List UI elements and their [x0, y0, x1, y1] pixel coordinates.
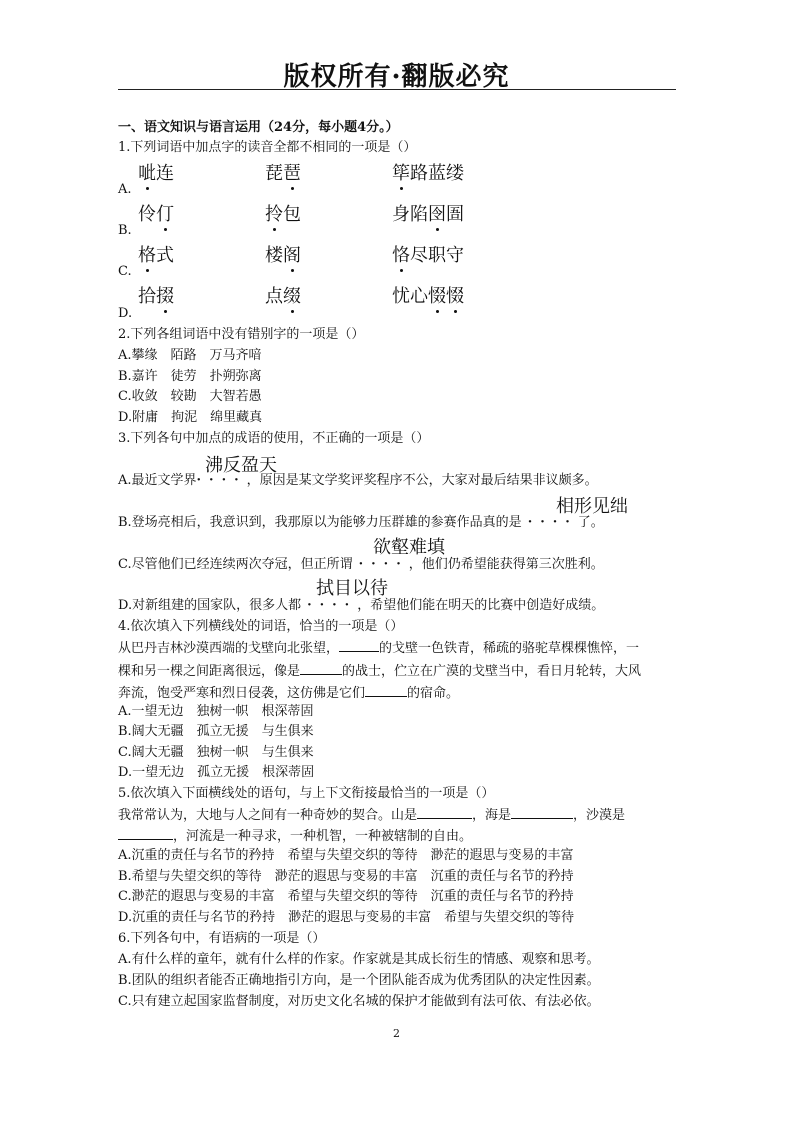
q1-option-a-label: A. — [118, 182, 132, 197]
q1-c-word-1: 格式 — [138, 245, 174, 266]
q1-b1-char: 仃 — [156, 204, 174, 225]
q1-c1-char: 格 — [138, 245, 156, 266]
q4-option-b: B.阔大无疆 孤立无援 与生俱来 — [118, 724, 314, 739]
q4-blank-1 — [339, 639, 379, 652]
q1-b-word-2: 拎包 — [265, 204, 301, 225]
q1-b3-char: 囹 — [428, 204, 446, 225]
q4-blank-2 — [300, 662, 342, 675]
q3-stem: 3.下列各句中加点的成语的使用，不正确的一项是（） — [118, 431, 430, 446]
q4-stem: 4.依次填入下列横线处的词语，恰当的一项是（） — [118, 619, 404, 634]
q1-d3a-char: 惙 — [428, 286, 446, 307]
q6-stem: 6.下列各句中，有语病的一项是（） — [118, 931, 326, 946]
q2-option-c: C.收敛 较勘 大智若愚 — [118, 389, 262, 404]
q5-option-c: C.渺茫的遐思与变易的丰富 希望与失望交织的等待 沉重的责任与名节的矜持 — [118, 889, 574, 904]
q1-option-c-label: C. — [118, 264, 132, 279]
q1-a2-char: 琶 — [283, 163, 301, 184]
q5-blank-2 — [511, 806, 573, 819]
q1-option-d-label: D. — [118, 306, 133, 321]
q5-blank-3 — [118, 827, 173, 840]
q1-c3-char: 恪 — [392, 245, 410, 266]
page-number: 2 — [393, 1027, 400, 1040]
q4-option-a: A.一望无边 独树一帜 根深蒂固 — [118, 704, 314, 719]
q3-idiom-d: 拭目以待 — [316, 578, 388, 599]
q5-passage-line-2: ，河流是一种寻求，一种机智，一种被辖制的自由。 — [118, 827, 472, 846]
q1-d-word-1: 拾掇 — [138, 286, 174, 307]
q3-idiom-b: 相形见绌 — [556, 496, 628, 517]
q5-option-d: D.沉重的责任与名节的矜持 渺茫的遐思与变易的丰富 希望与失望交织的等待 — [118, 910, 575, 925]
q6-option-b: B.团队的组织者能否正确地指引方向，是一个团队能否成为优秀团队的决定性因素。 — [118, 973, 600, 988]
q6-option-a: A.有什么样的童年，就有什么样的作家。作家就是其成长衍生的情感、观察和思考。 — [118, 952, 600, 967]
q1-d-word-2: 点缀 — [265, 286, 301, 307]
q4-passage-line-1: 从巴丹吉林沙漠西端的戈壁向北张望， 的戈壁一色铁青，稀疏的骆驼草棵棵憔悴，一 — [118, 641, 640, 656]
q1-d3b-char: 惙 — [446, 286, 464, 307]
q3-option-b: B.登场亮相后，我意识到，我那原以为能够力压群雄的参赛作品真的是 ····了。 — [118, 515, 604, 530]
q4-passage-line-2: 棵和另一棵之间距离很远，像是 的战士，伫立在广漠的戈壁当中，看日月轮转，大风 — [118, 664, 642, 679]
q5-blank-1 — [417, 806, 472, 819]
q3-idiom-c: 欲壑难填 — [373, 537, 445, 558]
q1-d2-char: 缀 — [283, 286, 301, 307]
q1-d-word-3: 忧心惙惙 — [392, 286, 464, 307]
q1-stem: 1.下列词语中加点字的读音全都不相同的一项是（） — [118, 140, 417, 155]
q1-c-word-3: 恪尽职守 — [392, 245, 464, 266]
q6-option-c: C.只有建立起国家监督制度，对历史文化名城的保护才能做到有法可依、有法必依。 — [118, 994, 600, 1009]
q2-option-d: D.附庸 拘泥 绵里藏真 — [118, 410, 263, 425]
q1-b-word-1: 伶仃 — [138, 204, 174, 225]
q3-idiom-a: 沸反盈天 — [205, 455, 277, 476]
q3-option-d: D.对新组建的国家队，很多人都 ····，希望他们能在明天的比赛中创造好成绩。 — [118, 598, 605, 613]
q4-option-c: C.阔大无疆 独树一帜 与生俱来 — [118, 745, 314, 760]
q5-passage-line-1: 我常常认为，大地与人之间有一种奇妙的契合。山是 ，海是 ，沙漠是 — [118, 808, 626, 823]
q5-option-b: B.希望与失望交织的等待 渺茫的遐思与变易的丰富 沉重的责任与名节的矜持 — [118, 869, 574, 884]
q1-b2-char: 拎 — [265, 204, 283, 225]
q3-option-a: A.最近文学界····，原因是某文学奖评奖程序不公，大家对最后结果非议颇多。 — [118, 473, 598, 488]
q2-stem: 2.下列各组词语中没有错别字的一项是（） — [118, 327, 365, 342]
q1-c-word-2: 楼阁 — [265, 245, 301, 266]
q1-c2-char: 阁 — [283, 245, 301, 266]
q1-a-word-2: 琵琶 — [265, 163, 301, 184]
q1-a1-char: 呲 — [138, 163, 156, 184]
q5-stem: 5.依次填入下面横线处的语句，与上下文衔接最恰当的一项是（） — [118, 786, 495, 801]
q4-passage-line-3: 奔流，饱受严寒和烈日侵袭，这仿佛是它们 的宿命。 — [118, 686, 460, 701]
q5-option-a: A.沉重的责任与名节的矜持 希望与失望交织的等待 渺茫的遐思与变易的丰富 — [118, 848, 574, 863]
q1-a-word-1: 呲连 — [138, 163, 174, 184]
q3-option-c: C.尽管他们已经连续两次夺冠，但正所谓 ····，他们仍希望能获得第三次胜利。 — [118, 557, 604, 572]
q1-option-b-label: B. — [118, 223, 132, 238]
q2-option-b: B.嘉许 徒劳 扑朔弥离 — [118, 369, 262, 384]
q1-a-word-3: 筚路蓝缕 — [392, 163, 464, 184]
q1-d1-char: 掇 — [156, 286, 174, 307]
q1-a3-char: 筚 — [392, 163, 410, 184]
section-heading: 一、语文知识与语言运用（24分，每小题4分。） — [118, 120, 399, 135]
q1-b-word-3: 身陷囹圄 — [392, 204, 464, 225]
header-rule — [118, 89, 676, 90]
q4-blank-3 — [365, 684, 407, 697]
page-header-title: 版权所有·翻版必究 — [283, 62, 510, 92]
q4-option-d: D.一望无边 孤立无援 根深蒂固 — [118, 765, 315, 780]
q2-option-a: A.攀缘 陌路 万马齐喑 — [118, 348, 262, 363]
